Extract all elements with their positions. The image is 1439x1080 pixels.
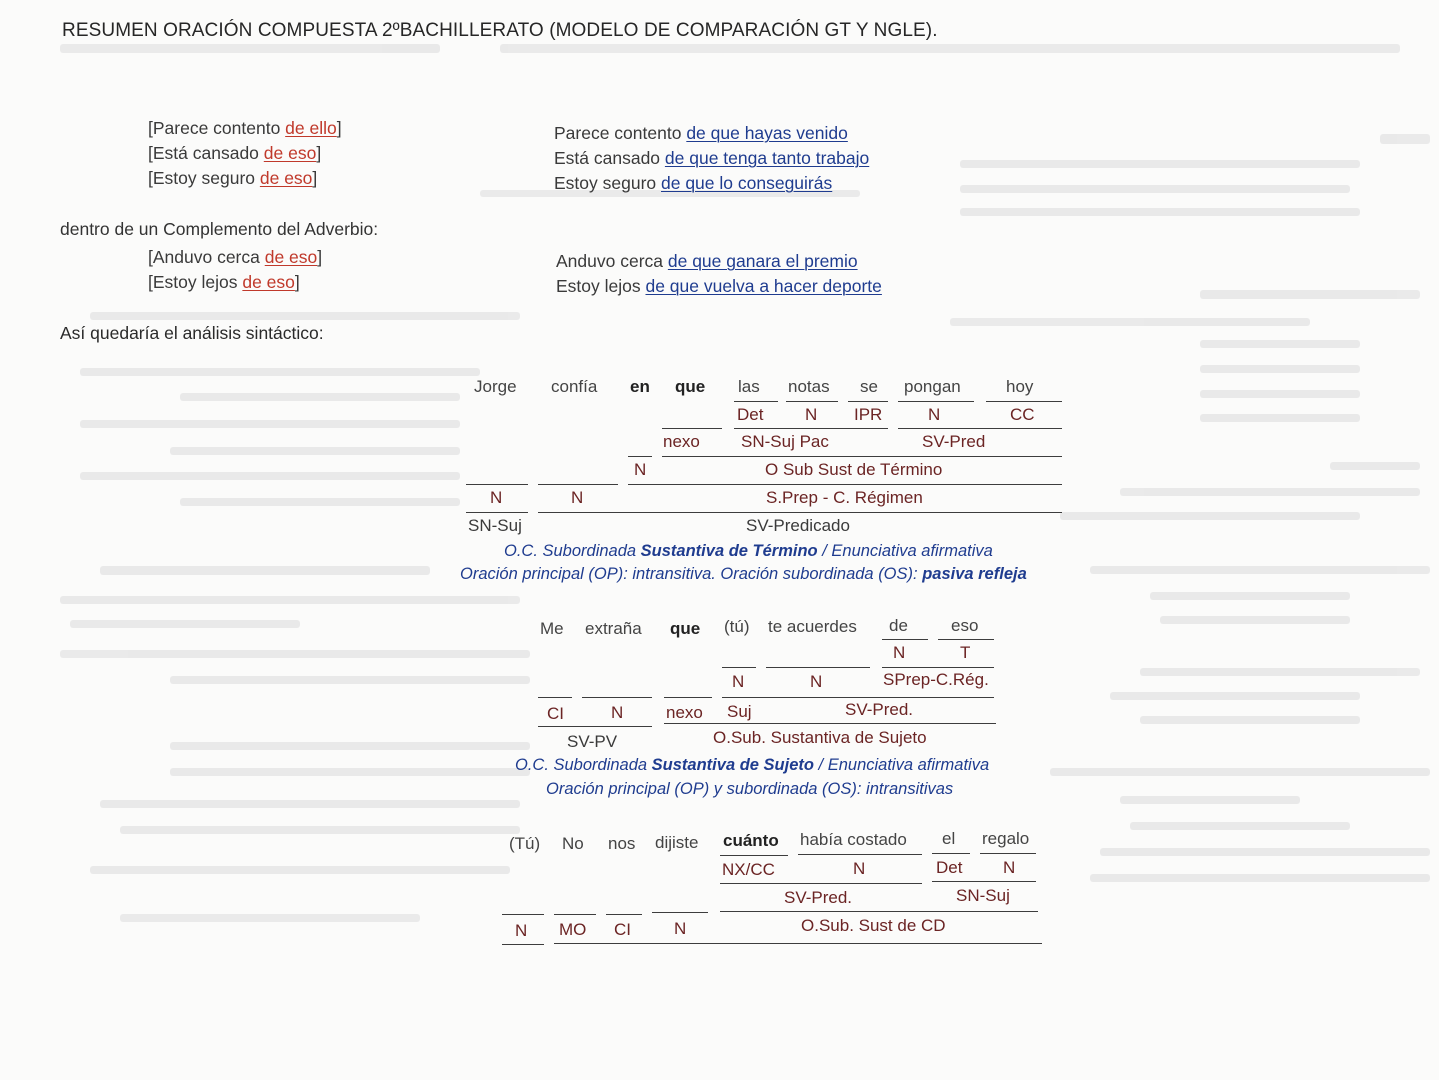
label: NX/CC [722,860,775,879]
right-examples [554,121,869,196]
label: Suj [727,702,752,721]
word: que [675,377,706,396]
rule-line [502,914,544,915]
rule-line [932,853,970,854]
rule-line [466,512,528,513]
example-line: Está cansado de que tenga tanto trabajo [554,148,870,168]
rule-line [882,639,928,640]
word: (Tú) [509,834,541,853]
label: Det [936,858,963,877]
label: CI [547,704,564,723]
adverb-heading: dentro de un Complemento del Adverbio: [60,219,379,239]
label: S.Prep - C. Régimen [766,488,923,507]
rule-line [662,456,1062,457]
rule-line [720,855,788,856]
rule-line [466,484,528,485]
example-line: [Está cansado de eso] [148,143,322,163]
example-line: [Parece contento de ello] [148,118,342,138]
label: SV-Pred [922,432,986,451]
label: CI [614,920,631,939]
example-line: Parece contento de que hayas venido [554,123,848,143]
label: N [893,643,906,662]
label: N [490,488,503,507]
rule-line [898,401,974,402]
label: T [960,643,971,662]
label: Det [737,405,764,424]
left-examples [148,116,342,191]
left-adverb-examples [148,245,322,295]
word: notas [788,377,830,396]
word: se [860,377,878,396]
rule-line [538,697,572,698]
rule-line [538,484,618,485]
label: N [810,672,823,691]
word: cuánto [723,831,779,850]
label: nexo [663,432,700,451]
label: nexo [666,703,703,722]
label: N [853,859,866,878]
rule-line [720,883,922,884]
label: N [732,672,745,691]
example-line: Anduvo cerca de que ganara el premio [556,251,858,271]
word: hoy [1006,377,1034,396]
rule-line [662,428,722,429]
rule-line [582,697,652,698]
label: N [571,488,584,507]
rule-line [606,914,642,915]
rule-line [986,401,1062,402]
rule-line [538,512,1062,513]
word: en [630,377,650,396]
label: N [515,921,528,940]
rule-line [722,697,994,698]
caption-clauses: Oración principal (OP) y subordinada (OS): intransitivas [546,780,954,798]
rule-line [664,697,712,698]
example-line: [Estoy lejos de eso] [148,272,300,292]
example-line: [Anduvo cerca de eso] [148,247,323,267]
label: SN-Suj [956,886,1010,905]
label: SV-Predicado [746,516,850,535]
rule-line [538,726,652,727]
rule-line [980,853,1036,854]
word: el [942,829,956,848]
label: SV-PV [567,732,618,751]
example-line: Estoy seguro de que lo conseguirás [554,173,833,193]
label: IPR [854,405,883,424]
rule-line [628,456,652,457]
label: CC [1010,405,1035,424]
rule-line [734,428,888,429]
word: regalo [982,829,1030,848]
label: SPrep-C.Rég. [883,670,989,689]
caption-clauses: Oración principal (OP): intransitiva. Oración subordinada (OS): pasiva refleja [460,565,1027,583]
label: N [611,703,624,722]
rule-line [652,912,708,913]
rule-line [502,944,544,945]
label: O.Sub. Sust de CD [801,916,946,935]
label: N [1003,858,1016,877]
rule-line [720,911,1038,912]
example-line: [Estoy seguro de eso] [148,168,318,188]
rule-line [628,484,1062,485]
rule-line [664,723,996,724]
label: SV-Pred. [845,700,914,719]
word: confía [551,377,598,396]
word: nos [608,834,636,853]
rule-line [848,401,888,402]
word: que [670,619,701,638]
word: extraña [585,619,642,638]
label: MO [559,920,587,939]
label: O.Sub. Sustantiva de Sujeto [713,728,927,747]
rule-line [766,667,870,668]
page-title: RESUMEN ORACIÓN COMPUESTA 2ºBACHILLERATO (MODELO DE COMPARACIÓN GT Y NGLE). [62,20,938,41]
word: Me [540,619,564,638]
word: te acuerdes [768,617,857,636]
word: Jorge [474,377,517,396]
label: SN-Suj [468,516,522,535]
label: N [634,460,647,479]
rule-line [786,401,838,402]
label: SN-Suj Pac [741,432,829,451]
word: de [889,616,908,635]
rule-line [554,943,1042,944]
label: O Sub Sust de Término [765,460,943,479]
rule-line [798,854,922,855]
label: N [674,919,687,938]
word: (tú) [724,617,750,636]
label: N [928,405,941,424]
word: pongan [904,377,961,396]
rule-line [554,914,596,915]
word: las [738,377,760,396]
label: SV-Pred. [784,888,853,907]
rule-line [932,881,1036,882]
word: había costado [800,830,907,849]
rule-line [734,401,778,402]
right-adverb-examples [556,249,882,299]
word: No [562,834,584,853]
caption-type: O.C. Subordinada Sustantiva de Término / Enunciativa afirmativa [504,542,993,560]
analysis-heading: Así quedaría el análisis sintáctico: [60,323,324,343]
rule-line [722,667,756,668]
rule-line [882,667,994,668]
label: N [805,405,818,424]
rule-line [938,639,994,640]
word: dijiste [655,833,699,852]
word: eso [951,616,979,635]
rule-line [898,428,1062,429]
example-line: Estoy lejos de que vuelva a hacer deporte [556,276,882,296]
caption-type: O.C. Subordinada Sustantiva de Sujeto / Enunciativa afirmativa [515,756,990,774]
